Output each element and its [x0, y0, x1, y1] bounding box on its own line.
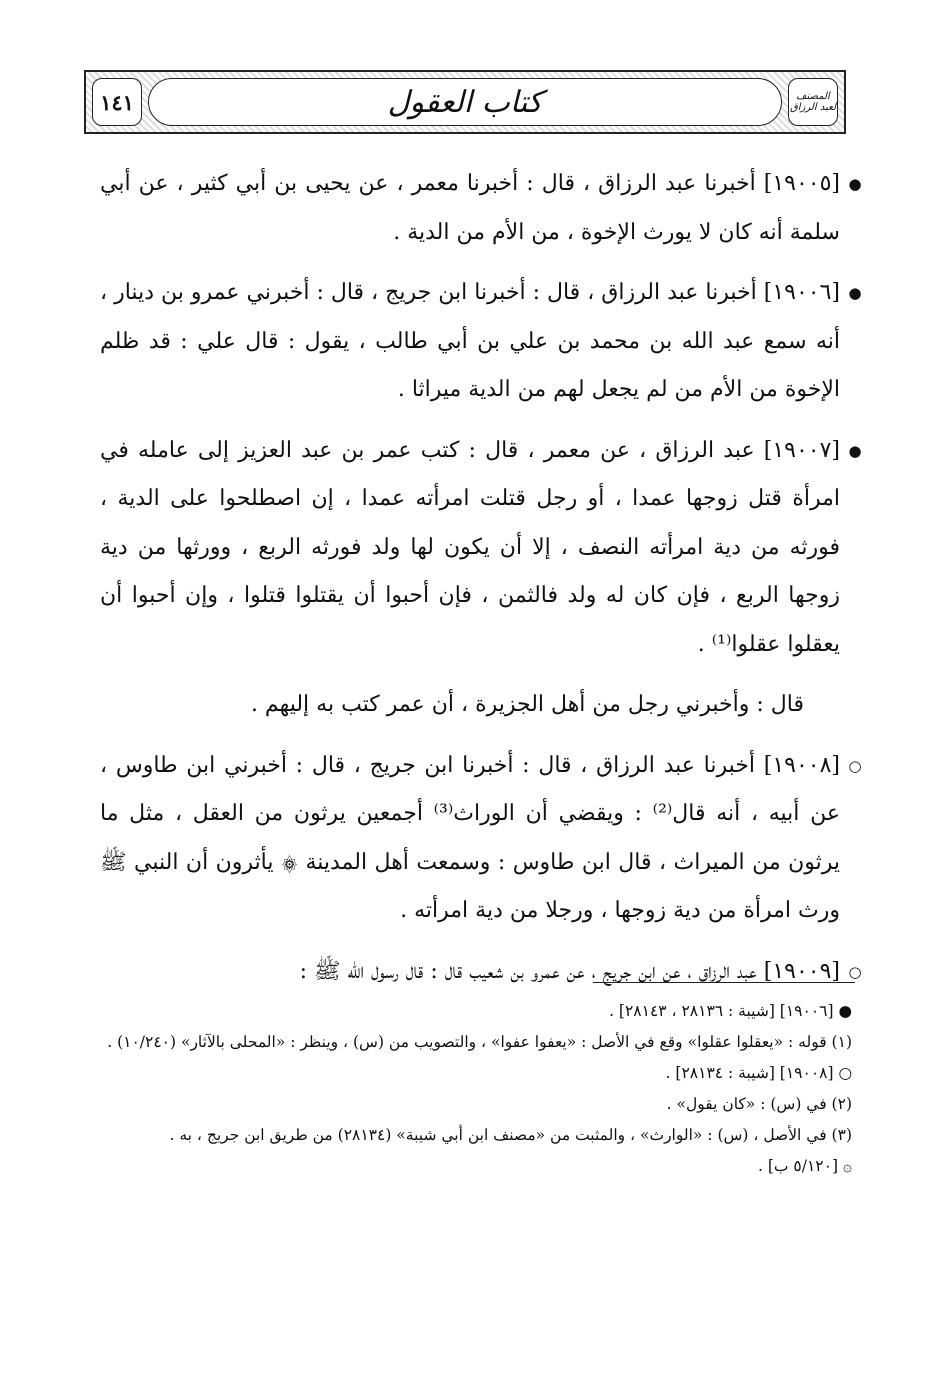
- hadith-text: [١٩٠٠٦] أخبرنا عبد الرزاق ، قال : أخبرنا ابن جريج ، قال : أخبرني عمرو بن دينار ، أنه سمع عبد الله بن محمد بن علي بن أبي طالب ، يقول : قال علي : قد ظلم الإخوة من الأم من لم يجعل لهم من الدية ميراثا .: [100, 280, 840, 402]
- hadith-text: [١٩٠٠٨] أخبرنا عبد الرزاق ، قال : أخبرنا ابن جريج ، قال : أخبرني ابن طاوس ، عن أبيه ، أنه قال⁽²⁾ : ويقضي أن الوراث⁽³⁾ أجمعين يرثون من العقل ، مثل ما يرثون من الميراث ، قال ابن طاوس : وسمعت أهل المدينة ۞ يأثرون أن النبي ﷺ ورث امرأة من دية زوجها ، ورجلا من دية امرأته .: [100, 752, 840, 923]
- running-header: [84, 70, 846, 134]
- bullet-hollow-icon: ○: [848, 756, 862, 775]
- hadith-19009: [100, 948, 862, 997]
- footnote: (٢) في (س) : «كان يقول» .: [666, 1095, 852, 1113]
- chapter-title: كتاب العقول: [387, 84, 543, 120]
- footnote: ۞ [٥/١٢٠ ب] .: [757, 1157, 852, 1175]
- hadith-19006: [100, 269, 862, 415]
- page-number: ١٤١: [92, 78, 142, 126]
- footnotes: [84, 996, 852, 1182]
- hadith-19007: [100, 427, 862, 670]
- hadith-19005: [100, 160, 862, 257]
- main-text: [100, 160, 862, 1008]
- bullet-hollow-icon: ○: [848, 962, 862, 981]
- book-logo: [788, 78, 838, 126]
- hadith-19007-continuation: [100, 681, 840, 730]
- footnote: (١) قوله : «يعقلوا عقلوا» وقع في الأصل : «يعفوا عفوا» ، والتصويب من (س) ، وينظر : «المحلى بالآثار» (١٠/٢٤٠) .: [107, 1033, 852, 1051]
- footnote: (٣) في الأصل ، (س) : «الوارث» ، والمثبت من «مصنف ابن أبي شيبة» (٢٨١٣٤) من طريق ابن جريج ، به .: [169, 1126, 852, 1144]
- hadith-text: [١٩٠٠٥] أخبرنا عبد الرزاق ، قال : أخبرنا معمر ، عن يحيى بن أبي كثير ، عن أبي سلمة أنه كان لا يورث الإخوة ، من الأم من الدية .: [100, 171, 840, 245]
- header-title-cartouche: [148, 78, 782, 126]
- hadith-text: [١٩٠٠٧] عبد الرزاق ، عن معمر ، قال : كتب عمر بن عبد العزيز إلى عامله في امرأة قتل زوجها عمدا ، أو رجل قتلت امرأته عمدا ، إن اصطلحوا على الدية ، فورثه من دية امرأته النصف ، إلا أن يكون لها ولد فورثه الربع ، وورثها من دية زوجها الربع ، فإن كان له ولد فالثمن ، فإن أحبوا أن يقتلوا قتلوا ، وإن أحبوا أن يعقلوا عقلوا⁽¹⁾ .: [100, 437, 840, 657]
- bullet-filled-icon: ●: [848, 284, 862, 302]
- hadith-text: قال : وأخبرني رجل من أهل الجزيرة ، أن عمر كتب به إليهم .: [250, 692, 804, 717]
- bullet-filled-icon: ●: [848, 441, 862, 460]
- bullet-filled-icon: ●: [848, 175, 862, 193]
- footnote-separator: [593, 982, 855, 983]
- footnote: ○ [١٩٠٠٨] [شيبة : ٢٨١٣٤] .: [665, 1064, 852, 1082]
- logo-line-1: المصنف: [796, 90, 830, 102]
- hadith-text: [١٩٠٠٩] عبد الرزاق ، عن ابن جريج ، عن عمرو بن شعيب قال : قال رسول الله ﷺ :: [299, 958, 840, 984]
- logo-line-2: لعبد الرزاق: [789, 102, 837, 113]
- footnote: ● [١٩٠٠٦] [شيبة : ٢٨١٣٦ ، ٢٨١٤٣] .: [609, 1002, 852, 1020]
- hadith-19008: [100, 742, 862, 936]
